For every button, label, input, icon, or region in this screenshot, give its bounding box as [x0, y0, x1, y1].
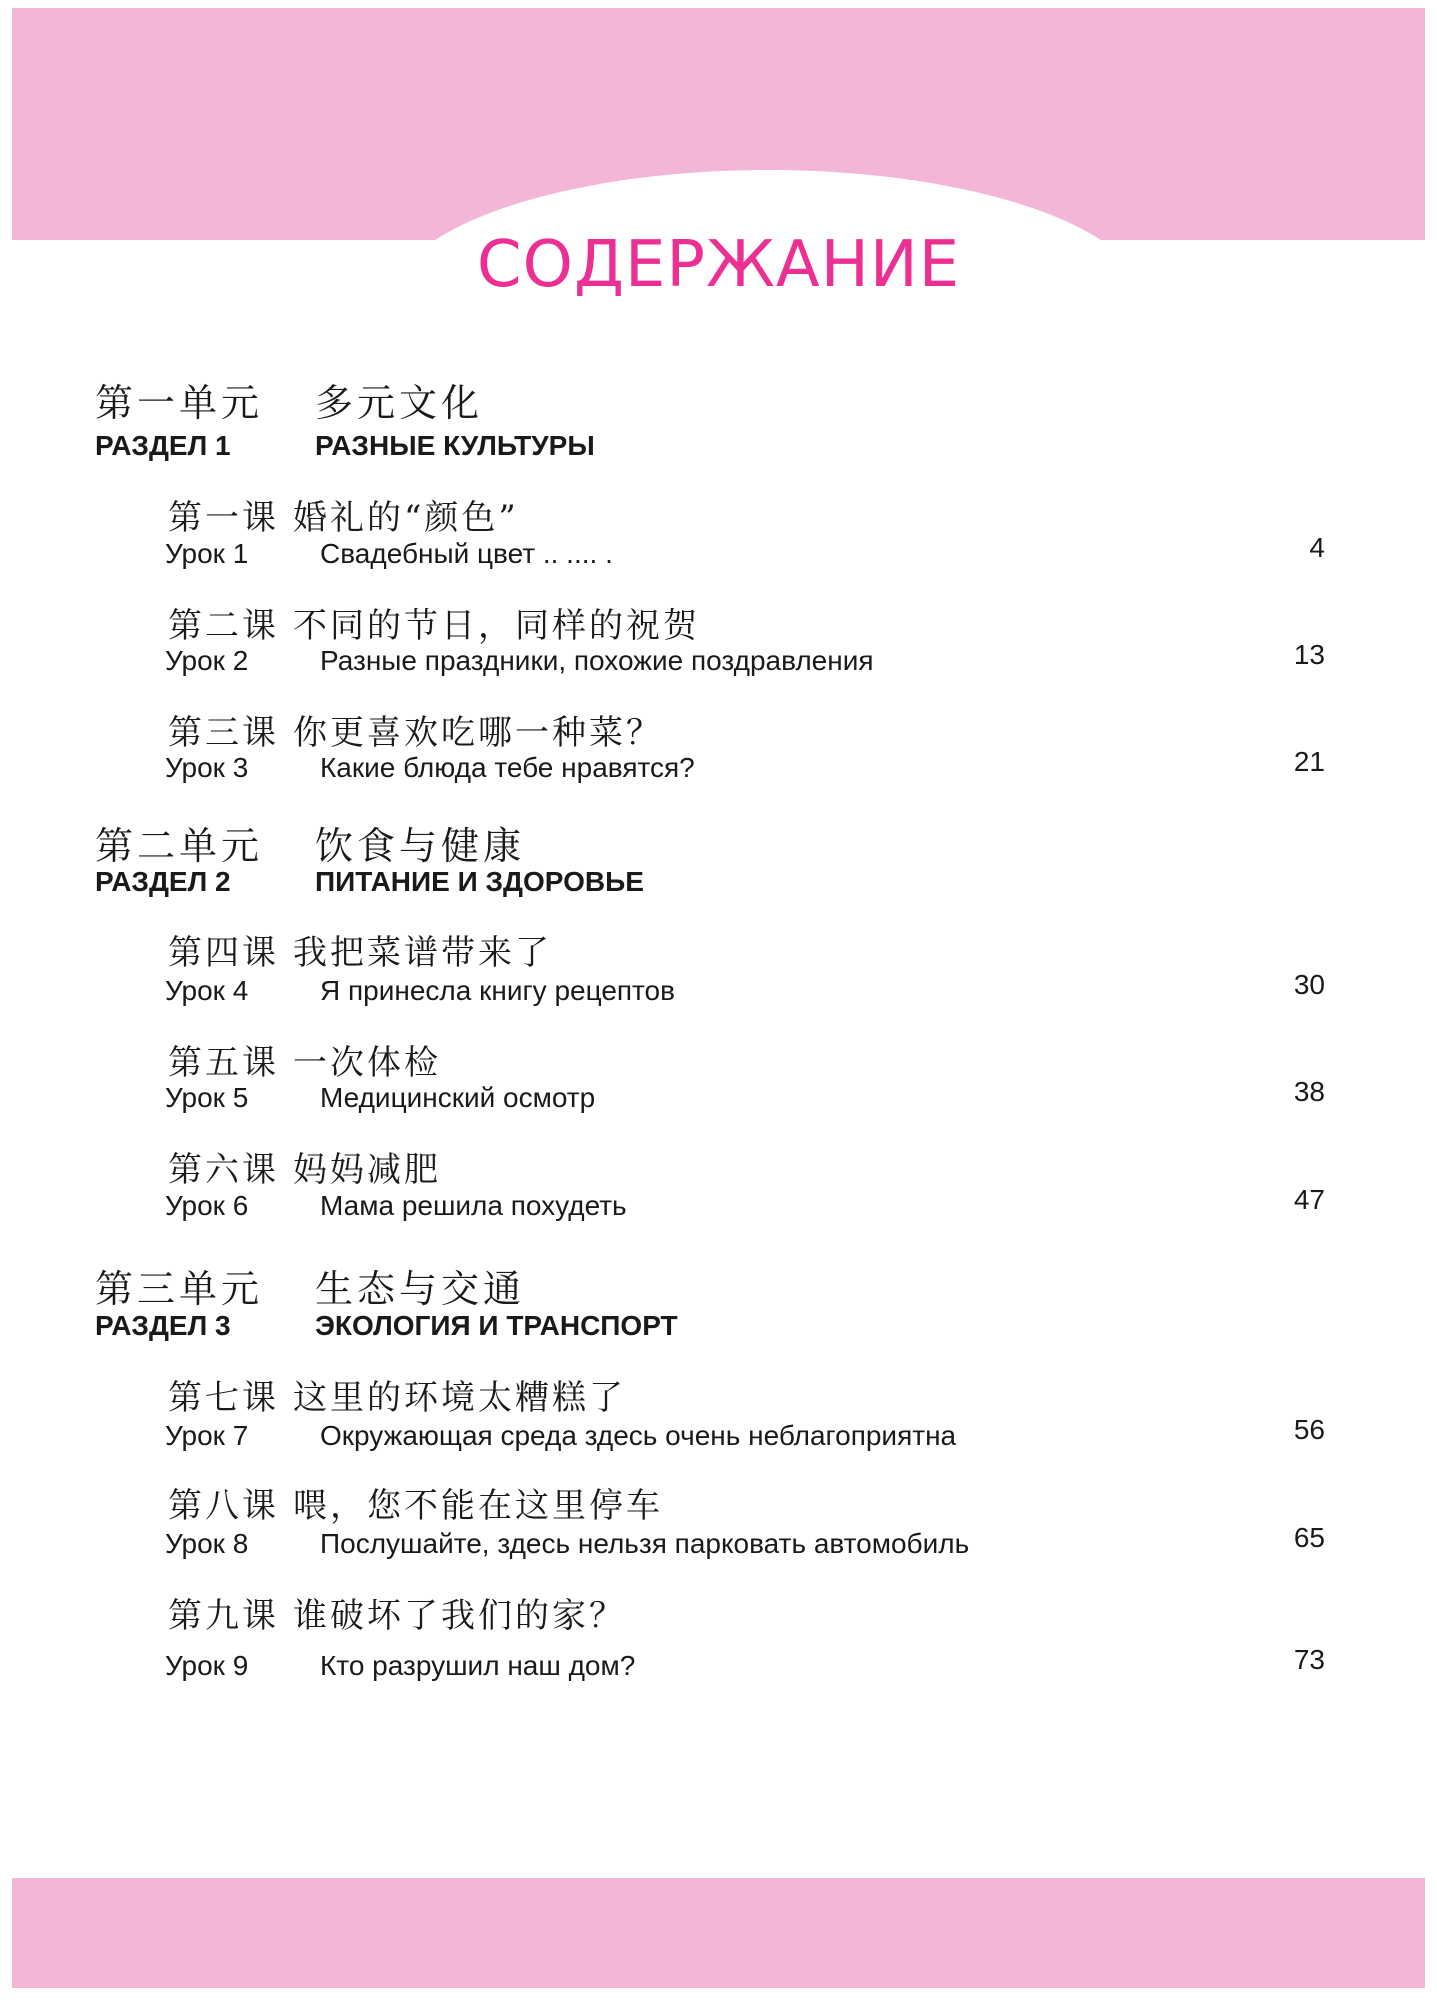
lesson-8-cn-title: 喂，您不能在这里停车 [293, 1486, 663, 1526]
lesson-1-ru[interactable] [165, 532, 1325, 570]
lesson-9-cn-title: 谁破坏了我们的家？ [293, 1596, 626, 1636]
lesson-1-cn[interactable] [168, 490, 519, 539]
lesson-4-ru-title: Я принесла книгу рецептов [320, 975, 676, 1006]
unit-2-cn-label: 第二单元 [95, 824, 264, 868]
unit-1-cn-title: 多元文化 [315, 381, 484, 425]
lesson-7-ru-label: Урок 7 [165, 1420, 249, 1451]
lesson-4-cn[interactable] [168, 925, 552, 974]
lesson-2-cn[interactable] [168, 598, 700, 647]
lesson-5-cn-label: 第五课 [168, 1043, 279, 1083]
unit-1-ru-label: РАЗДЕЛ 1 [95, 430, 231, 461]
lesson-5-cn[interactable] [168, 1035, 441, 1084]
lesson-7-ru[interactable] [165, 1414, 1325, 1452]
lesson-3-cn[interactable] [168, 705, 663, 754]
lesson-5-page: 38 [1293, 1076, 1325, 1107]
lesson-2-cn-title: 不同的节日，同样的祝贺 [293, 606, 700, 646]
lesson-9-ru-label: Урок 9 [165, 1650, 249, 1681]
lesson-2-ru-label: Урок 2 [165, 645, 249, 676]
unit-1-ru-title: РАЗНЫЕ КУЛЬТУРЫ [315, 430, 595, 461]
lesson-4-ru[interactable] [165, 969, 1325, 1007]
lesson-2-page: 13 [1293, 639, 1325, 670]
unit-3-cn-heading [95, 1258, 526, 1313]
lesson-3-ru-label: Урок 3 [165, 752, 249, 783]
lesson-3-ru[interactable] [165, 746, 1325, 784]
unit-1-cn-label: 第一单元 [95, 381, 264, 425]
lesson-9-cn-label: 第九课 [168, 1596, 279, 1636]
lesson-8-page: 65 [1293, 1522, 1325, 1553]
lesson-7-cn-title: 这里的环境太糟糕了 [293, 1378, 626, 1418]
unit-2-cn-title: 饮食与健康 [315, 824, 526, 868]
unit-3-cn-title: 生态与交通 [315, 1267, 526, 1311]
lesson-5-ru-label: Урок 5 [165, 1082, 249, 1113]
lesson-2-ru-title: Разные праздники, похожие поздравления [320, 645, 874, 676]
lesson-3-cn-label: 第三课 [168, 713, 279, 753]
lesson-9-ru-title: Кто разрушил наш дом? [320, 1650, 636, 1681]
lesson-9-ru[interactable] [165, 1644, 1325, 1682]
unit-3-ru-title: ЭКОЛОГИЯ И ТРАНСПОРТ [315, 1310, 678, 1341]
lesson-9-cn[interactable] [168, 1588, 626, 1637]
unit-2-cn-heading [95, 815, 526, 870]
lesson-2-ru[interactable] [165, 639, 1325, 677]
lesson-6-cn-title: 妈妈减肥 [293, 1150, 441, 1190]
lesson-2-cn-label: 第二课 [168, 606, 279, 646]
lesson-8-ru-title: Послушайте, здесь нельзя парковать автомобиль [320, 1528, 970, 1559]
lesson-1-page: 4 [1309, 532, 1325, 563]
lesson-6-cn[interactable] [168, 1142, 441, 1191]
lesson-1-ru-title: Свадебный цвет .. .... . [320, 538, 613, 569]
lesson-7-cn[interactable] [168, 1370, 626, 1419]
lesson-1-cn-title: 婚礼的“颜色” [293, 498, 519, 538]
lesson-1-ru-label: Урок 1 [165, 538, 249, 569]
lesson-6-ru-title: Мама решила похудеть [320, 1190, 627, 1221]
unit-3-ru-label: РАЗДЕЛ 3 [95, 1310, 231, 1341]
lesson-8-ru[interactable] [165, 1522, 1325, 1560]
unit-2-ru-title: ПИТАНИЕ И ЗДОРОВЬЕ [315, 866, 644, 897]
lesson-3-ru-title: Какие блюда тебе нравятся? [320, 752, 695, 783]
unit-3-cn-label: 第三单元 [95, 1267, 264, 1311]
page-title: СОДЕРЖАНИЕ [476, 228, 961, 302]
lesson-4-ru-label: Урок 4 [165, 975, 249, 1006]
lesson-8-ru-label: Урок 8 [165, 1528, 249, 1559]
lesson-1-cn-label: 第一课 [168, 498, 279, 538]
unit-2-ru-heading [95, 866, 644, 898]
lesson-6-ru[interactable] [165, 1184, 1325, 1222]
lesson-9-page: 73 [1293, 1644, 1325, 1675]
lesson-5-ru-title: Медицинский осмотр [320, 1082, 596, 1113]
lesson-6-cn-label: 第六课 [168, 1150, 279, 1190]
unit-1-cn-heading [95, 372, 484, 427]
unit-3-ru-heading [95, 1310, 678, 1342]
unit-1-ru-heading [95, 430, 595, 462]
lesson-7-cn-label: 第七课 [168, 1378, 279, 1418]
lesson-6-page: 47 [1293, 1184, 1325, 1215]
lesson-4-cn-label: 第四课 [168, 933, 279, 973]
lesson-5-cn-title: 一次体检 [293, 1043, 441, 1083]
unit-2-ru-label: РАЗДЕЛ 2 [95, 866, 231, 897]
lesson-6-ru-label: Урок 6 [165, 1190, 249, 1221]
lesson-3-page: 21 [1293, 746, 1325, 777]
lesson-7-page: 56 [1293, 1414, 1325, 1445]
lesson-8-cn-label: 第八课 [168, 1486, 279, 1526]
lesson-5-ru[interactable] [165, 1076, 1325, 1114]
lesson-8-cn[interactable] [168, 1478, 663, 1527]
lesson-7-ru-title: Окружающая среда здесь очень неблагоприятна [320, 1420, 957, 1451]
lesson-4-page: 30 [1293, 969, 1325, 1000]
bottom-pink-band [12, 1878, 1425, 1988]
lesson-3-cn-title: 你更喜欢吃哪一种菜？ [293, 713, 663, 753]
lesson-4-cn-title: 我把菜谱带来了 [293, 933, 552, 973]
